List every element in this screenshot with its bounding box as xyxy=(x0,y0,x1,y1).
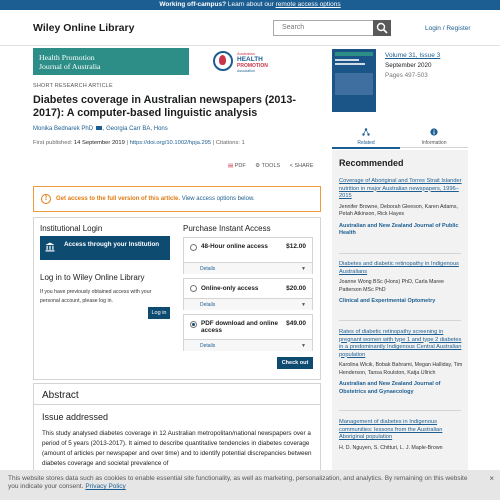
access-notice xyxy=(33,186,321,212)
issue-addressed-heading: Issue addressed xyxy=(42,412,109,422)
ahpa-logo-bot: PROMOTION xyxy=(237,63,268,69)
journal-title-line2: Journal of Australia xyxy=(39,62,101,71)
ahpa-logo-sub: Association xyxy=(237,69,255,73)
sidebar-tabs xyxy=(332,125,468,148)
ahpa-logo-icon xyxy=(213,51,233,71)
purchase-title: Purchase Instant Access xyxy=(183,224,271,233)
warning-icon: ! xyxy=(41,194,51,204)
citations-count[interactable]: Citations: 1 xyxy=(215,140,245,146)
tab-related[interactable] xyxy=(332,125,400,148)
offcampus-banner xyxy=(0,0,500,10)
tools-button[interactable] xyxy=(255,163,280,169)
issue-date: September 2020 xyxy=(385,62,432,69)
ahpa-logo xyxy=(213,49,283,74)
purchase-option[interactable] xyxy=(183,278,313,310)
chevron-down-icon: ▼ xyxy=(301,266,306,272)
search-input[interactable] xyxy=(273,20,391,36)
option-details-toggle[interactable] xyxy=(184,262,312,274)
author-link[interactable]: Monika Bednarek PhD xyxy=(33,126,94,132)
tab-information[interactable] xyxy=(400,125,468,148)
recommended-journal-link[interactable]: Clinical and Experimental Optometry xyxy=(339,298,436,304)
option-details-toggle[interactable] xyxy=(184,339,312,351)
option-name: Online-only access xyxy=(201,285,259,292)
view-access-options-link[interactable]: View access options below. xyxy=(180,196,255,202)
ahpa-logo-mid: HEALTH xyxy=(237,56,263,63)
share-icon: < xyxy=(289,163,293,169)
journal-title-line1: Health Promotion xyxy=(39,53,95,62)
article-title: Diabetes coverage in Australian newspapers (2013-2017): A computer-based linguistic analysis xyxy=(33,94,297,119)
pub-date: 14 September 2019 xyxy=(73,140,125,146)
tab-related-label: Related xyxy=(357,140,375,146)
share-button[interactable] xyxy=(290,163,314,169)
pub-separator: | xyxy=(211,140,216,146)
pub-label: First published: xyxy=(33,140,74,146)
recommended-authors: H. D. Nguyen, S. Chitturi, L. J. Maple-Brown xyxy=(339,444,443,451)
option-name: PDF download and online access xyxy=(201,320,278,334)
recommended-authors: Karolina Wicik, Bobak Bahrami, Megan Halliday, Tim Henderson, Tansa Roulston, Katja Ullrich xyxy=(339,362,463,376)
cookie-message: This website stores data such as cookies to enable essential site functionality, as well as marketing, personalization, and analytics. By remaining on this website you indicate your consent. xyxy=(8,475,468,490)
journal-banner[interactable] xyxy=(33,48,319,75)
volume-issue-link[interactable]: Volume 31, Issue 3 xyxy=(385,52,441,59)
recommended-journal-link[interactable]: Australian and New Zealand Journal of Obstetrics and Gynaecology xyxy=(339,381,441,395)
recommended-title-link[interactable]: Rates of diabetic retinopathy screening in pregnant women with type 1 and type 2 diabetes in a predominantly Indigenous Central Australian population xyxy=(339,329,462,358)
cover-band xyxy=(335,52,373,56)
institutional-login-title: Institutional Login xyxy=(40,224,103,233)
details-label: Details xyxy=(200,343,216,349)
offcampus-bold: Working off-campus? xyxy=(159,1,227,8)
gear-icon: ⚙ xyxy=(255,163,261,169)
article-type: SHORT RESEARCH ARTICLE xyxy=(33,83,113,89)
details-label: Details xyxy=(200,302,216,308)
option-name: 48-Hour online access xyxy=(201,243,268,250)
recommended-title-link[interactable]: Diabetes and diabetic retinopathy in Indigenous Australians xyxy=(339,261,459,275)
cover-line xyxy=(335,59,359,61)
share-label: SHARE xyxy=(294,163,314,169)
doi-link[interactable]: https://doi.org/10.1002/hpja.295 xyxy=(129,140,212,146)
recommended-item xyxy=(339,419,464,452)
recommended-item xyxy=(339,261,464,306)
tools-label: TOOLS xyxy=(261,163,281,169)
journal-cover-image[interactable] xyxy=(332,49,376,112)
option-price: $12.00 xyxy=(286,243,306,250)
option-price: $20.00 xyxy=(286,285,306,292)
access-bold: Get access to the full version of this article. xyxy=(56,196,181,202)
abstract-heading: Abstract xyxy=(42,390,79,401)
issue-pages: Pages 497-503 xyxy=(385,72,428,79)
details-label: Details xyxy=(200,266,216,272)
network-icon xyxy=(362,128,370,136)
pdf-label: PDF xyxy=(234,163,246,169)
email-icon[interactable] xyxy=(96,126,102,130)
recommended-title-link[interactable]: Coverage of Aboriginal and Torres Strait Islander nutrition in major Australian newspapers, 1996–2015 xyxy=(339,178,462,199)
option-details-toggle[interactable] xyxy=(184,298,312,310)
info-icon xyxy=(430,128,438,136)
chevron-down-icon: ▼ xyxy=(301,302,306,308)
ahpa-logo-top: Australian xyxy=(237,51,255,56)
cookie-banner xyxy=(0,470,500,500)
recommended-heading: Recommended xyxy=(339,158,404,168)
search-button[interactable] xyxy=(373,20,391,36)
check-out-button[interactable]: Check out xyxy=(277,357,313,369)
recommended-title-link[interactable]: Management of diabetes in Indigenous communities: lessons from the Australian Aboriginal population xyxy=(339,419,443,440)
recommended-item xyxy=(339,329,464,396)
recommended-authors: Jennifer Browne, Deborah Gleeson, Karen Adams, Petah Atkinson, Rick Hayes xyxy=(339,203,458,217)
divider xyxy=(339,320,461,321)
cover-line xyxy=(335,63,365,65)
recommended-authors: Joanne Wong BSc (Hons) PhD, Carla Maree Patterson MSc PhD xyxy=(339,279,445,293)
journal-title xyxy=(33,48,189,75)
cookie-text xyxy=(8,475,478,491)
cover-panel xyxy=(335,73,373,95)
divider xyxy=(34,404,320,405)
search-placeholder: Search xyxy=(282,24,305,31)
log-in-button[interactable]: Log in xyxy=(148,307,170,319)
access-message xyxy=(56,196,255,202)
login-register-link[interactable]: Login / Register xyxy=(425,25,471,32)
site-header xyxy=(0,10,500,46)
author-separator: , xyxy=(102,126,105,132)
purchase-option[interactable] xyxy=(183,237,313,274)
divider xyxy=(339,253,461,254)
remote-access-link[interactable]: remote access options xyxy=(275,1,341,8)
recommended-item xyxy=(339,178,464,238)
radio-button-selected[interactable] xyxy=(190,321,197,328)
publication-info xyxy=(33,140,245,146)
tab-information-label: Information xyxy=(421,140,447,146)
wiley-logo[interactable]: Wiley Online Library xyxy=(33,22,135,34)
radio-button[interactable] xyxy=(190,244,197,251)
privacy-policy-link[interactable]: Privacy Policy xyxy=(85,483,126,490)
offcampus-text: Learn about our xyxy=(226,1,276,8)
access-panel xyxy=(33,217,321,380)
author-list xyxy=(33,126,168,132)
abstract-text: This study analysed diabetes coverage in 12 Australian metropolitan/national newspapers over a period of 5 years (2013-2017). It aimed to describe quantitative tendencies in diabetes coverage (amount of articles per newspaper and over time) and to identify potential discrepancies between diabetes coverage and societal prevalence of xyxy=(42,430,312,467)
pdf-button[interactable] xyxy=(228,163,246,169)
institution-icon xyxy=(45,242,55,252)
close-icon[interactable]: × xyxy=(489,474,494,483)
author-link[interactable]: Georgia Carr BA, Hons xyxy=(106,126,168,132)
pub-separator: | xyxy=(124,140,130,146)
purchase-option[interactable] xyxy=(183,314,313,351)
wol-login-title: Log in to Wiley Online Library xyxy=(40,273,145,282)
recommended-journal-link[interactable]: Australian and New Zealand Journal of Public Health xyxy=(339,222,459,236)
divider xyxy=(339,410,461,411)
option-price: $49.00 xyxy=(286,320,306,327)
article-toolbar xyxy=(228,163,321,169)
institution-access-button[interactable] xyxy=(40,236,170,260)
recommended-panel xyxy=(332,150,468,500)
chevron-down-icon: ▼ xyxy=(301,343,306,349)
pdf-icon: ▤ xyxy=(228,163,234,169)
wol-login-text: If you have previously obtained access with your personal account, please log in. xyxy=(40,289,152,304)
institution-access-label: Access through your Institution xyxy=(64,241,160,248)
search-icon xyxy=(376,22,388,34)
radio-button[interactable] xyxy=(190,285,197,292)
